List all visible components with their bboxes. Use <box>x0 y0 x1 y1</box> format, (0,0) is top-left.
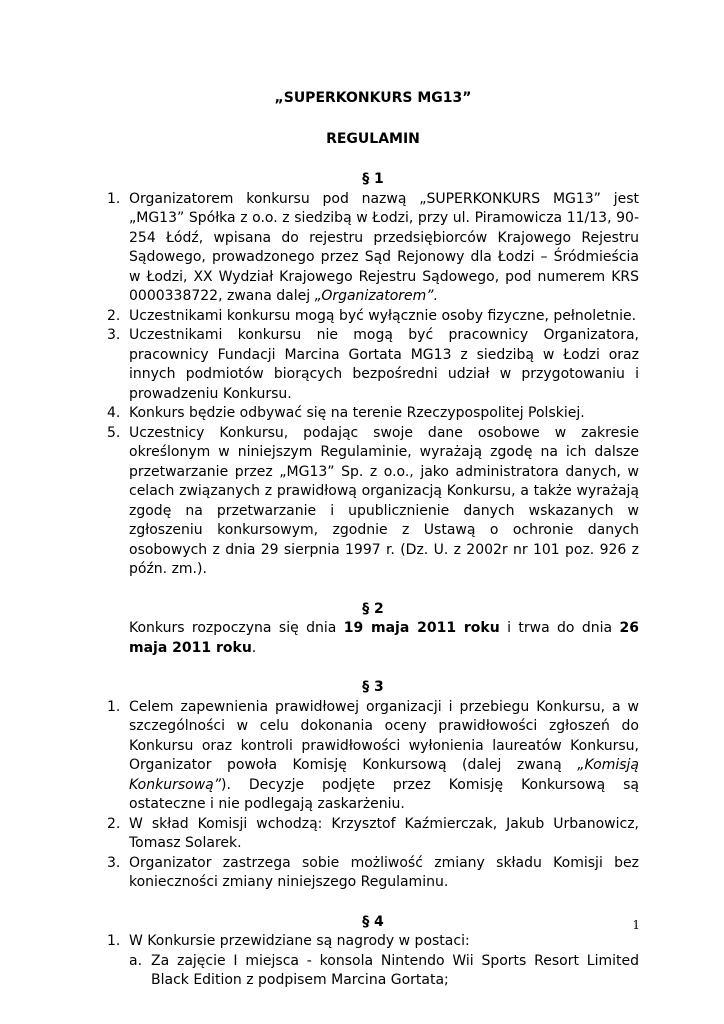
list-text: Celem zapewnienia prawidłowej organizacji i przebiegu Konkursu, a w szczególności w celu dokonania oceny prawidłowości zgłoszeń do Konkursu oraz kontroli prawidłowości wyłonienia laureatów Konkursu, Organizator powoła Komisję Konkursową (dalej zwaną „Komisją Konkursową”). Decyzje podjęte przez Komisję Konkursową są ostateczne i nie podlegają zaskarżeniu. <box>129 698 639 812</box>
sublist-letter: a. <box>129 952 143 969</box>
section-3-heading: § 3 <box>362 679 384 695</box>
document-body <box>107 89 639 991</box>
list-text: W Konkursie przewidziane są nagrody w postaci: <box>129 933 470 949</box>
list-text: Organizator zastrzega sobie możliwość zmiany składu Komisji bez konieczności zmiany niniejszego Regulaminu. <box>129 854 639 890</box>
section-1-item-1 <box>107 190 639 307</box>
organizer-term: „Organizatorem”. <box>314 288 439 304</box>
sublist-text: Za zajęcie I miejsca - konsola Nintendo Wii Sports Resort Limited Black Edition z podpisem Marcina Gortata; <box>151 952 639 988</box>
document-subtitle: REGULAMIN <box>326 130 420 147</box>
list-text: Uczestnikami konkursu nie mogą być pracownicy Organizatora, pracownicy Fundacji Marcina Gortata MG13 z siedzibą w Łodzi oraz innych podmiotów biorących bezpośredni udział w przygotowaniu i prowadzeniu Konkursu. <box>129 327 639 402</box>
list-number: 3. <box>107 327 121 343</box>
list-text: W skład Komisji wchodzą: Krzysztof Kaźmierczak, Jakub Urbanowicz, Tomasz Solarek. <box>129 815 639 851</box>
section-1-item-2 <box>107 307 639 327</box>
list-text: Uczestnicy Konkursu, podając swoje dane osobowe w zakresie określonym w niniejszym Regulaminie, wyrażają zgodę na ich dalsze przetwarzanie przez „MG13” Sp. z o.o., jako administratora danych, w celach związanych z prawidłową organizacją Konkursu, a także wyrażają zgodę na przetwarzanie i upublicznienie danych wskazanych w zgłoszeniu konkursowym, zgodnie z Ustawą o ochronie danych osobowych z dnia 29 sierpnia 1997 r. (Dz. U. z 2002r nr 101 poz. 926 z późn. zm.). <box>129 424 639 577</box>
list-number: 2. <box>107 815 121 832</box>
list-number: 2. <box>107 307 121 324</box>
list-number: 5. <box>107 424 121 441</box>
section-1-item-4 <box>107 404 639 424</box>
list-text: Konkurs będzie odbywać się na terenie Rzeczypospolitej Polskiej. <box>129 405 585 421</box>
page-number: 1 <box>632 918 640 932</box>
list-text: Uczestnikami konkursu mogą być wyłącznie osoby fizyczne, pełnoletnie. <box>129 307 637 324</box>
commission-term: „Komisją Konkursową” <box>129 757 639 793</box>
section-1-item-3 <box>107 326 639 404</box>
section-3-item-3 <box>107 854 639 893</box>
list-number: 4. <box>107 405 121 421</box>
list-text: Organizatorem konkursu pod nazwą „SUPERKONKURS MG13” jest „MG13” Spółka z o.o. z siedzibą w Łodzi, przy ul. Piramowicza 11/13, 90-254 Łódź, wpisana do rejestru przedsiębiorców Krajowego Rejestru Sądowego, prowadzonego przez Sąd Rejonowy dla Łodzi – Śródmieścia w Łodzi, XX Wydział Krajowego Rejestru Sądowego, pod numerem KRS 0000338722, zwana dalej „Organizatorem”. <box>129 190 639 304</box>
section-4-heading: § 4 <box>362 913 384 930</box>
start-date: 19 maja 2011 roku <box>343 620 500 636</box>
section-4-item-1 <box>107 932 639 952</box>
list-number: 1. <box>107 190 121 207</box>
list-number: 1. <box>107 698 121 715</box>
section-1-item-5 <box>107 424 639 580</box>
document-title: „SUPERKONKURS MG13” <box>274 90 472 106</box>
section-4-subitem-a <box>129 952 639 991</box>
section-3-item-1 <box>107 698 639 815</box>
section-1-heading: § 1 <box>362 171 384 187</box>
list-number: 1. <box>107 933 121 949</box>
end-date: 26 maja 2011 roku <box>129 620 639 656</box>
section-2-paragraph: Konkurs rozpoczyna się dnia 19 maja 2011 roku i trwa do dnia 26 maja 2011 roku. <box>129 620 639 656</box>
section-3-item-2 <box>107 815 639 854</box>
section-2-heading: § 2 <box>362 600 384 617</box>
list-number: 3. <box>107 854 121 871</box>
